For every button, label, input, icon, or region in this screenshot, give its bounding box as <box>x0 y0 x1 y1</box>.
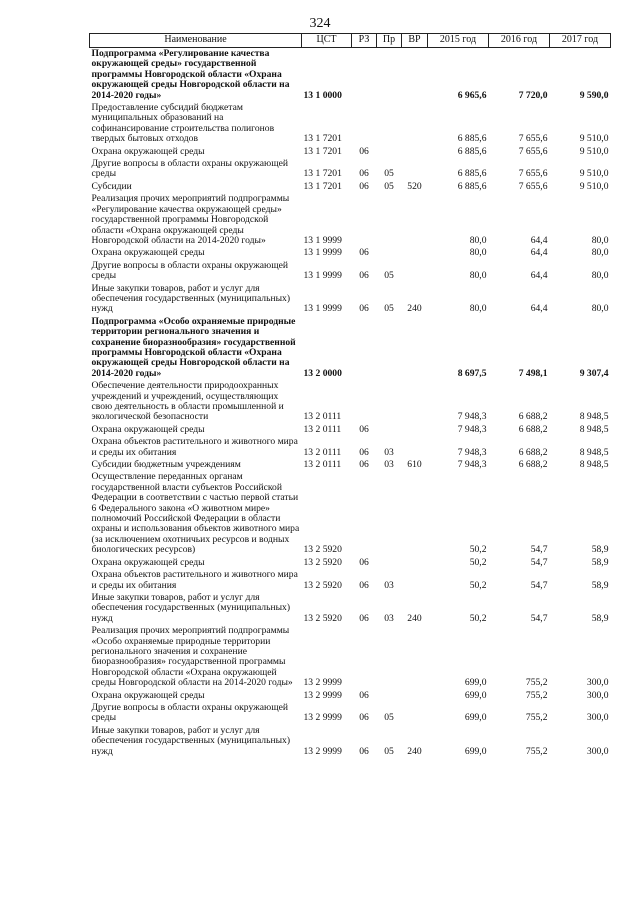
table-cell-vr: 610 <box>407 459 422 471</box>
table-cell-2015: 8 697,5 <box>457 367 487 379</box>
table-cell-rz: 06 <box>359 423 369 435</box>
table-row <box>90 146 611 158</box>
table-row <box>90 283 611 316</box>
table-row <box>90 260 611 283</box>
table-cell-2016: 755,2 <box>525 745 548 757</box>
table-cell-vr <box>402 380 428 424</box>
table-cell-vr <box>402 193 428 247</box>
table-cell-rz: 06 <box>359 612 369 624</box>
table-cell-name: Другие вопросы в области охраны окружающей среды <box>91 259 288 282</box>
table-cell-name: Охрана окружающей среды <box>91 247 205 259</box>
table-cell-name: Подпрограмма «Особо охраняемые природные территории регионального значения и сохранение биоразнообразия» государственной программы Новгородской области «Охрана окружающей среды Новгородской области на 2014-2020 годы» <box>91 315 296 379</box>
table-cell-cst: 13 1 9999 <box>303 234 342 246</box>
table-cell-2015: 50,2 <box>469 612 487 624</box>
header-rz: РЗ <box>352 34 377 48</box>
table-cell-2017: 80,0 <box>591 303 609 315</box>
table-row <box>90 316 611 380</box>
table-row <box>90 48 611 103</box>
table-cell-2016: 6 688,2 <box>518 459 548 471</box>
table-cell-rz <box>352 471 377 556</box>
table-cell-name: Обеспечение деятельности природоохранных учреждений и учреждений, осуществляющих свою деятельность в области промышленной и экологической безопасности <box>91 380 284 423</box>
table-cell-2017: 300,0 <box>586 712 609 724</box>
table-cell-rz: 06 <box>359 556 369 568</box>
table-cell-name: Реализация прочих мероприятий подпрограммы «Регулирование качества окружающей среды» государственной программы Новгородской области «Охрана окружающей среды Новгородской области на 2014-2020 годы» <box>91 193 290 246</box>
table-cell-2017: 8 948,5 <box>579 411 609 423</box>
table-cell-cst: 13 1 9999 <box>303 270 342 282</box>
table-cell-rz <box>352 193 377 247</box>
table-cell-cst: 13 1 7201 <box>303 180 342 192</box>
table-cell-2016: 7 655,6 <box>518 145 548 157</box>
table-cell-pr: 03 <box>384 579 394 591</box>
table-cell-2015: 6 885,6 <box>457 145 487 157</box>
table-cell-rz: 06 <box>359 446 369 458</box>
table-cell-2015: 7 948,3 <box>457 411 487 423</box>
table-cell-name: Иные закупки товаров, работ и услуг для обеспечения государственных (муниципальных) нужд <box>91 724 291 757</box>
table-row <box>90 569 611 592</box>
page-number: 324 <box>309 16 331 31</box>
table-row <box>90 193 611 247</box>
table-cell-pr: 05 <box>384 712 394 724</box>
table-cell-2017: 58,9 <box>591 556 609 568</box>
table-cell-cst: 13 2 0000 <box>303 367 342 379</box>
table-cell-2016: 54,7 <box>530 579 548 591</box>
table-cell-pr <box>377 247 402 259</box>
table-cell-cst: 13 2 0111 <box>303 411 342 423</box>
table-cell-2015: 699,0 <box>464 712 487 724</box>
table-cell-pr: 05 <box>384 270 394 282</box>
table-cell-vr <box>402 625 428 689</box>
table-cell-2016: 7 655,6 <box>518 180 548 192</box>
table-cell-2015: 80,0 <box>469 270 487 282</box>
table-cell-vr <box>402 471 428 556</box>
header-pr: Пр <box>377 34 402 48</box>
table-cell-cst: 13 2 9999 <box>303 712 342 724</box>
table-cell-2016: 54,7 <box>530 612 548 624</box>
table-cell-rz: 06 <box>359 145 369 157</box>
table-cell-rz <box>352 380 377 424</box>
table-cell-2015: 6 965,6 <box>457 89 487 101</box>
table-cell-2017: 8 948,5 <box>579 459 609 471</box>
table-cell-cst: 13 2 9999 <box>303 745 342 757</box>
table-cell-2015: 80,0 <box>469 303 487 315</box>
table-cell-name: Другие вопросы в области охраны окружающей среды <box>91 701 288 724</box>
table-cell-pr <box>377 471 402 556</box>
table-cell-2016: 7 655,6 <box>518 133 548 145</box>
header-2017: 2017 год <box>550 34 611 48</box>
table-cell-2017: 300,0 <box>586 745 609 757</box>
table-cell-vr <box>402 316 428 380</box>
table-cell-2017: 9 510,0 <box>579 168 609 180</box>
table-cell-vr: 240 <box>407 303 422 315</box>
table-cell-2015: 80,0 <box>469 247 487 259</box>
table-cell-2017: 8 948,5 <box>579 423 609 435</box>
table-cell-2015: 7 948,3 <box>457 446 487 458</box>
table-cell-rz: 06 <box>359 689 369 701</box>
table-cell-2015: 6 885,6 <box>457 168 487 180</box>
table-cell-2016: 7 720,0 <box>518 89 548 101</box>
table-cell-rz: 06 <box>359 459 369 471</box>
table-cell-2015: 6 885,6 <box>457 133 487 145</box>
table-cell-rz <box>352 316 377 380</box>
table-cell-pr <box>377 424 402 436</box>
table-cell-vr <box>402 569 428 592</box>
header-name: Наименование <box>90 34 302 48</box>
table-cell-2016: 7 655,6 <box>518 168 548 180</box>
table-row <box>90 557 611 569</box>
table-cell-2015: 699,0 <box>464 745 487 757</box>
table-cell-2017: 9 510,0 <box>579 133 609 145</box>
table-cell-pr: 05 <box>384 303 394 315</box>
table-cell-cst: 13 1 7201 <box>303 168 342 180</box>
table-cell-vr <box>402 424 428 436</box>
table-cell-rz: 06 <box>359 247 369 259</box>
table-cell-pr <box>377 48 402 103</box>
table-cell-cst: 13 2 5920 <box>303 612 342 624</box>
table-cell-cst: 13 1 0000 <box>303 89 342 101</box>
table-cell-name: Реализация прочих мероприятий подпрограммы «Особо охраняемые природные территории регионального значения и сохранение биоразнообразия» государственной программы Новгородской области «Охрана окружающей среды Новгородской области на 2014-2020 годы» <box>91 625 293 689</box>
table-cell-2015: 50,2 <box>469 579 487 591</box>
table-cell-name: Иные закупки товаров, работ и услуг для обеспечения государственных (муниципальных) нужд <box>91 282 291 315</box>
table-cell-vr <box>402 436 428 459</box>
table-cell-pr <box>377 380 402 424</box>
table-cell-2016: 755,2 <box>525 712 548 724</box>
table-cell-vr <box>402 102 428 146</box>
table-cell-pr: 03 <box>384 459 394 471</box>
table-cell-name: Субсидии бюджетным учреждениям <box>91 459 241 471</box>
table-cell-2016: 6 688,2 <box>518 423 548 435</box>
table-cell-2017: 300,0 <box>586 689 609 701</box>
table-cell-pr: 05 <box>384 180 394 192</box>
table-row <box>90 247 611 259</box>
table-cell-vr <box>402 48 428 103</box>
table-cell-pr <box>377 146 402 158</box>
table-cell-rz: 06 <box>359 180 369 192</box>
table-cell-2015: 50,2 <box>469 556 487 568</box>
table-cell-name: Охрана объектов растительного и животного мира и среды их обитания <box>91 436 298 458</box>
table-cell-2017: 9 510,0 <box>579 180 609 192</box>
table-cell-2016: 64,4 <box>530 270 548 282</box>
table-cell-2017: 80,0 <box>591 247 609 259</box>
table-cell-2016: 54,7 <box>530 556 548 568</box>
table-body <box>90 48 611 759</box>
table-cell-cst: 13 2 5920 <box>303 579 342 591</box>
table-cell-vr <box>402 158 428 181</box>
table-cell-2017: 8 948,5 <box>579 446 609 458</box>
table-cell-name: Другие вопросы в области охраны окружающей среды <box>91 158 288 180</box>
table-cell-2015: 699,0 <box>464 689 487 701</box>
table-cell-rz: 06 <box>359 303 369 315</box>
table-cell-2016: 6 688,2 <box>518 446 548 458</box>
table-cell-name: Охрана окружающей среды <box>91 689 205 701</box>
table-cell-2015: 7 948,3 <box>457 423 487 435</box>
table-cell-2017: 58,9 <box>591 612 609 624</box>
table-cell-vr <box>402 260 428 283</box>
table-row <box>90 380 611 424</box>
table-cell-vr <box>402 690 428 702</box>
table-cell-pr <box>377 316 402 380</box>
table-row <box>90 102 611 146</box>
table-cell-name: Охрана окружающей среды <box>91 145 205 157</box>
table-cell-cst: 13 2 5920 <box>303 556 342 568</box>
table-cell-name: Иные закупки товаров, работ и услуг для обеспечения государственных (муниципальных) нужд <box>91 591 291 624</box>
table-cell-2016: 755,2 <box>525 677 548 689</box>
table-cell-2017: 300,0 <box>586 677 609 689</box>
table-cell-pr <box>377 625 402 689</box>
table-row <box>90 592 611 625</box>
table-cell-cst: 13 1 9999 <box>303 247 342 259</box>
table-cell-2016: 64,4 <box>530 247 548 259</box>
table-row <box>90 459 611 471</box>
table-cell-name: Охрана объектов растительного и животного мира и среды их обитания <box>91 569 298 591</box>
table-cell-vr: 520 <box>407 180 422 192</box>
table-cell-vr <box>402 702 428 725</box>
table-cell-vr <box>402 247 428 259</box>
table-cell-rz: 06 <box>359 712 369 724</box>
table-cell-2017: 9 510,0 <box>579 145 609 157</box>
table-cell-rz <box>352 102 377 146</box>
table-cell-pr <box>377 102 402 146</box>
table-cell-rz: 06 <box>359 745 369 757</box>
table-cell-rz: 06 <box>359 579 369 591</box>
table-row <box>90 725 611 758</box>
table-cell-cst: 13 2 9999 <box>303 689 342 701</box>
table-row <box>90 625 611 689</box>
budget-table <box>89 33 611 758</box>
table-cell-cst: 13 1 9999 <box>303 303 342 315</box>
table-cell-cst: 13 1 7201 <box>303 145 342 157</box>
table-cell-pr <box>377 193 402 247</box>
table-cell-2015: 50,2 <box>469 544 487 556</box>
table-cell-pr: 05 <box>384 745 394 757</box>
table-cell-name: Охрана окружающей среды <box>91 556 205 568</box>
table-cell-rz <box>352 48 377 103</box>
table-cell-2016: 64,4 <box>530 234 548 246</box>
table-row <box>90 424 611 436</box>
table-cell-vr <box>402 557 428 569</box>
table-row <box>90 690 611 702</box>
table-cell-2016: 54,7 <box>530 544 548 556</box>
table-cell-cst: 13 2 9999 <box>303 677 342 689</box>
table-cell-2017: 9 590,0 <box>579 89 609 101</box>
table-cell-name: Подпрограмма «Регулирование качества окружающей среды» государственной программы Новгородской области «Охрана окружающей среды Новгородской области на 2014-2020 годы» <box>91 48 290 101</box>
table-row <box>90 181 611 193</box>
table-cell-2017: 58,9 <box>591 544 609 556</box>
header-vr: ВР <box>402 34 428 48</box>
table-cell-2016: 64,4 <box>530 303 548 315</box>
table-cell-2015: 7 948,3 <box>457 459 487 471</box>
table-cell-vr: 240 <box>407 612 422 624</box>
table-cell-vr: 240 <box>407 745 422 757</box>
table-cell-name: Предоставление субсидий бюджетам муниципальных образований на софинансирование строительства полигонов твердых бытовых отходов <box>91 102 275 145</box>
table-cell-name: Осуществление переданных органам государственной власти субъектов Российской Федерации в соответствии с частью первой статьи 6 Федерального закона «О животном мире» полномочий Российской Федерации в области охраны и использования объектов животного мира (за исключением охотничьих ресурсов и водных биологических ресурсов) <box>91 471 300 556</box>
header-2015: 2015 год <box>428 34 489 48</box>
table-cell-cst: 13 1 7201 <box>303 133 342 145</box>
table-cell-2017: 9 307,4 <box>579 367 609 379</box>
table-cell-2015: 6 885,6 <box>457 180 487 192</box>
table-cell-cst: 13 2 0111 <box>303 459 342 471</box>
table-cell-pr <box>377 690 402 702</box>
table-cell-vr <box>402 146 428 158</box>
table-cell-2015: 699,0 <box>464 677 487 689</box>
table-cell-pr: 03 <box>384 446 394 458</box>
table-cell-name: Охрана окружающей среды <box>91 423 205 435</box>
table-cell-2015: 80,0 <box>469 234 487 246</box>
table-header <box>90 34 611 48</box>
table-cell-2016: 7 498,1 <box>518 367 548 379</box>
table-cell-rz <box>352 625 377 689</box>
table-cell-pr: 03 <box>384 612 394 624</box>
table-row <box>90 436 611 459</box>
table-cell-pr <box>377 557 402 569</box>
table-cell-cst: 13 2 5920 <box>303 544 342 556</box>
table-cell-rz: 06 <box>359 168 369 180</box>
table-row <box>90 702 611 725</box>
header-2016: 2016 год <box>489 34 550 48</box>
table-row <box>90 158 611 181</box>
table-cell-pr: 05 <box>384 168 394 180</box>
table-row <box>90 471 611 556</box>
header-cst: ЦСТ <box>302 34 352 48</box>
table-cell-2017: 80,0 <box>591 234 609 246</box>
table-cell-name: Субсидии <box>91 180 132 192</box>
table-cell-2017: 80,0 <box>591 270 609 282</box>
table-cell-cst: 13 2 0111 <box>303 446 342 458</box>
table-cell-rz: 06 <box>359 270 369 282</box>
table-cell-cst: 13 2 0111 <box>303 423 342 435</box>
table-cell-2016: 755,2 <box>525 689 548 701</box>
table-cell-2017: 58,9 <box>591 579 609 591</box>
table-cell-2016: 6 688,2 <box>518 411 548 423</box>
